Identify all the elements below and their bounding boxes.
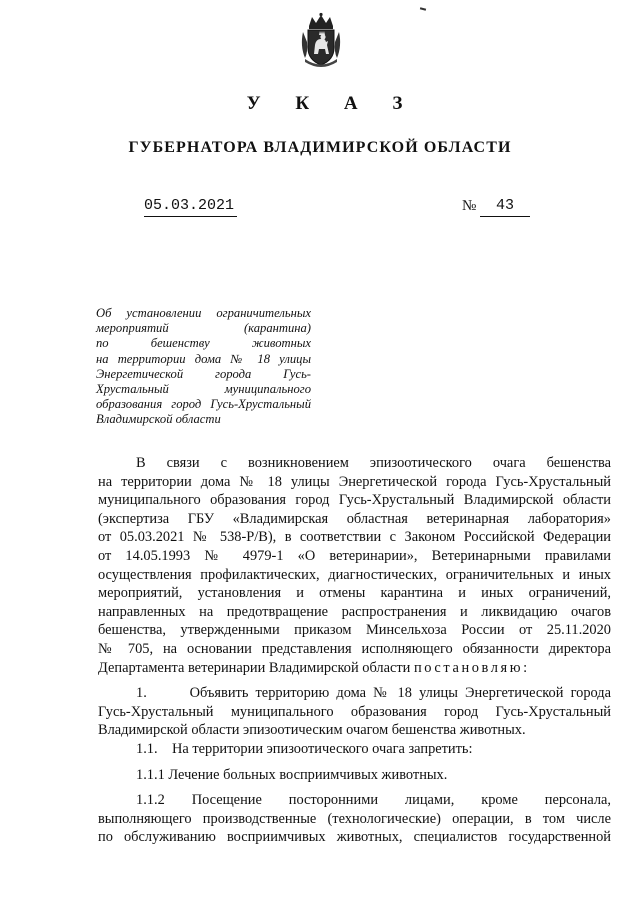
page-title: У К А З [246, 93, 418, 114]
body-line: Гусь-Хрустальный муниципального образования город Гусь-Хрустальный [98, 703, 611, 720]
scan-mark [420, 7, 426, 10]
body-line [98, 659, 611, 678]
item-1: 1. Объявить территорию дома № 18 улицы Энергетической города [136, 685, 611, 702]
decree-date: 05.03.2021 [144, 197, 237, 217]
body-line: В связи с возникновением эпизоотического очага бешенства [136, 455, 611, 471]
resolution-word: постановляю: [413, 659, 530, 676]
body-line: осуществления профилактических, диагностических, ограничительных и иных [98, 566, 611, 583]
decree-number: 43 [480, 197, 530, 217]
body-line: бешенства, утвержденными приказом Минсельхоза России от 25.11.2020 [98, 622, 611, 639]
coat-of-arms-icon [299, 12, 343, 68]
item-1-1-1: 1.1.1 Лечение больных восприимчивых животных. [136, 766, 448, 783]
subject-line: Владимирской области [96, 412, 221, 427]
body-line: на территории дома № 18 улицы Энергетической города Гусь-Хрустальный [98, 473, 611, 490]
subject-line: образования город Гусь-Хрустальный [96, 397, 311, 412]
item-1-1-2: 1.1.2 Посещение посторонними лицами, кроме персонала, [136, 792, 611, 809]
subject-line: по бешенству животных [96, 336, 311, 351]
body-line: № 705, на основании представления исполняющего обязанности директора [98, 640, 611, 657]
subject-line: на территории дома № 18 улицы [96, 351, 311, 366]
body-line: выполняющего производственные (технологические) операции, в том числе [98, 810, 611, 827]
body-line: от 14.05.1993 № 4979-1 «О ветеринарии», Ветеринарными правилами [98, 547, 611, 564]
subject-line: Энергетической города Гусь- [96, 366, 311, 381]
body-line: от 05.03.2021 № 538-Р/В), в соответствии с Законом Российской Федерации [98, 529, 611, 546]
body-line: мероприятий, установления и отмены карантина и иных ограничений, [98, 585, 611, 602]
body-line: Владимирской области эпизоотическим очагом бешенства животных. [98, 722, 526, 739]
decree-number-label: № [462, 198, 477, 214]
page-subtitle: ГУБЕРНАТОРА ВЛАДИМИРСКОЙ ОБЛАСТИ [128, 139, 512, 156]
item-1-1: 1.1. На территории эпизоотического очага запретить: [136, 740, 473, 757]
subject-line: Хрустальный муниципального [96, 382, 311, 397]
body-line: (экспертиза ГБУ «Владимирская областная ветеринарная лаборатория» [98, 510, 611, 527]
body-line: направленных на предотвращение распространения и ликвидацию очагов [98, 603, 611, 620]
decree-subject [96, 306, 311, 428]
body-line: по обслуживанию восприимчивых животных, специалистов государственной [98, 829, 611, 846]
body-line-text: Департамента ветеринарии Владимирской области [98, 659, 414, 676]
subject-line: мероприятий (карантина) [96, 321, 311, 336]
decree-body [98, 454, 611, 847]
subject-line: Об установлении ограничительных [96, 306, 311, 320]
body-line: муниципального образования город Гусь-Хрустальный Владимирской области [98, 492, 611, 509]
